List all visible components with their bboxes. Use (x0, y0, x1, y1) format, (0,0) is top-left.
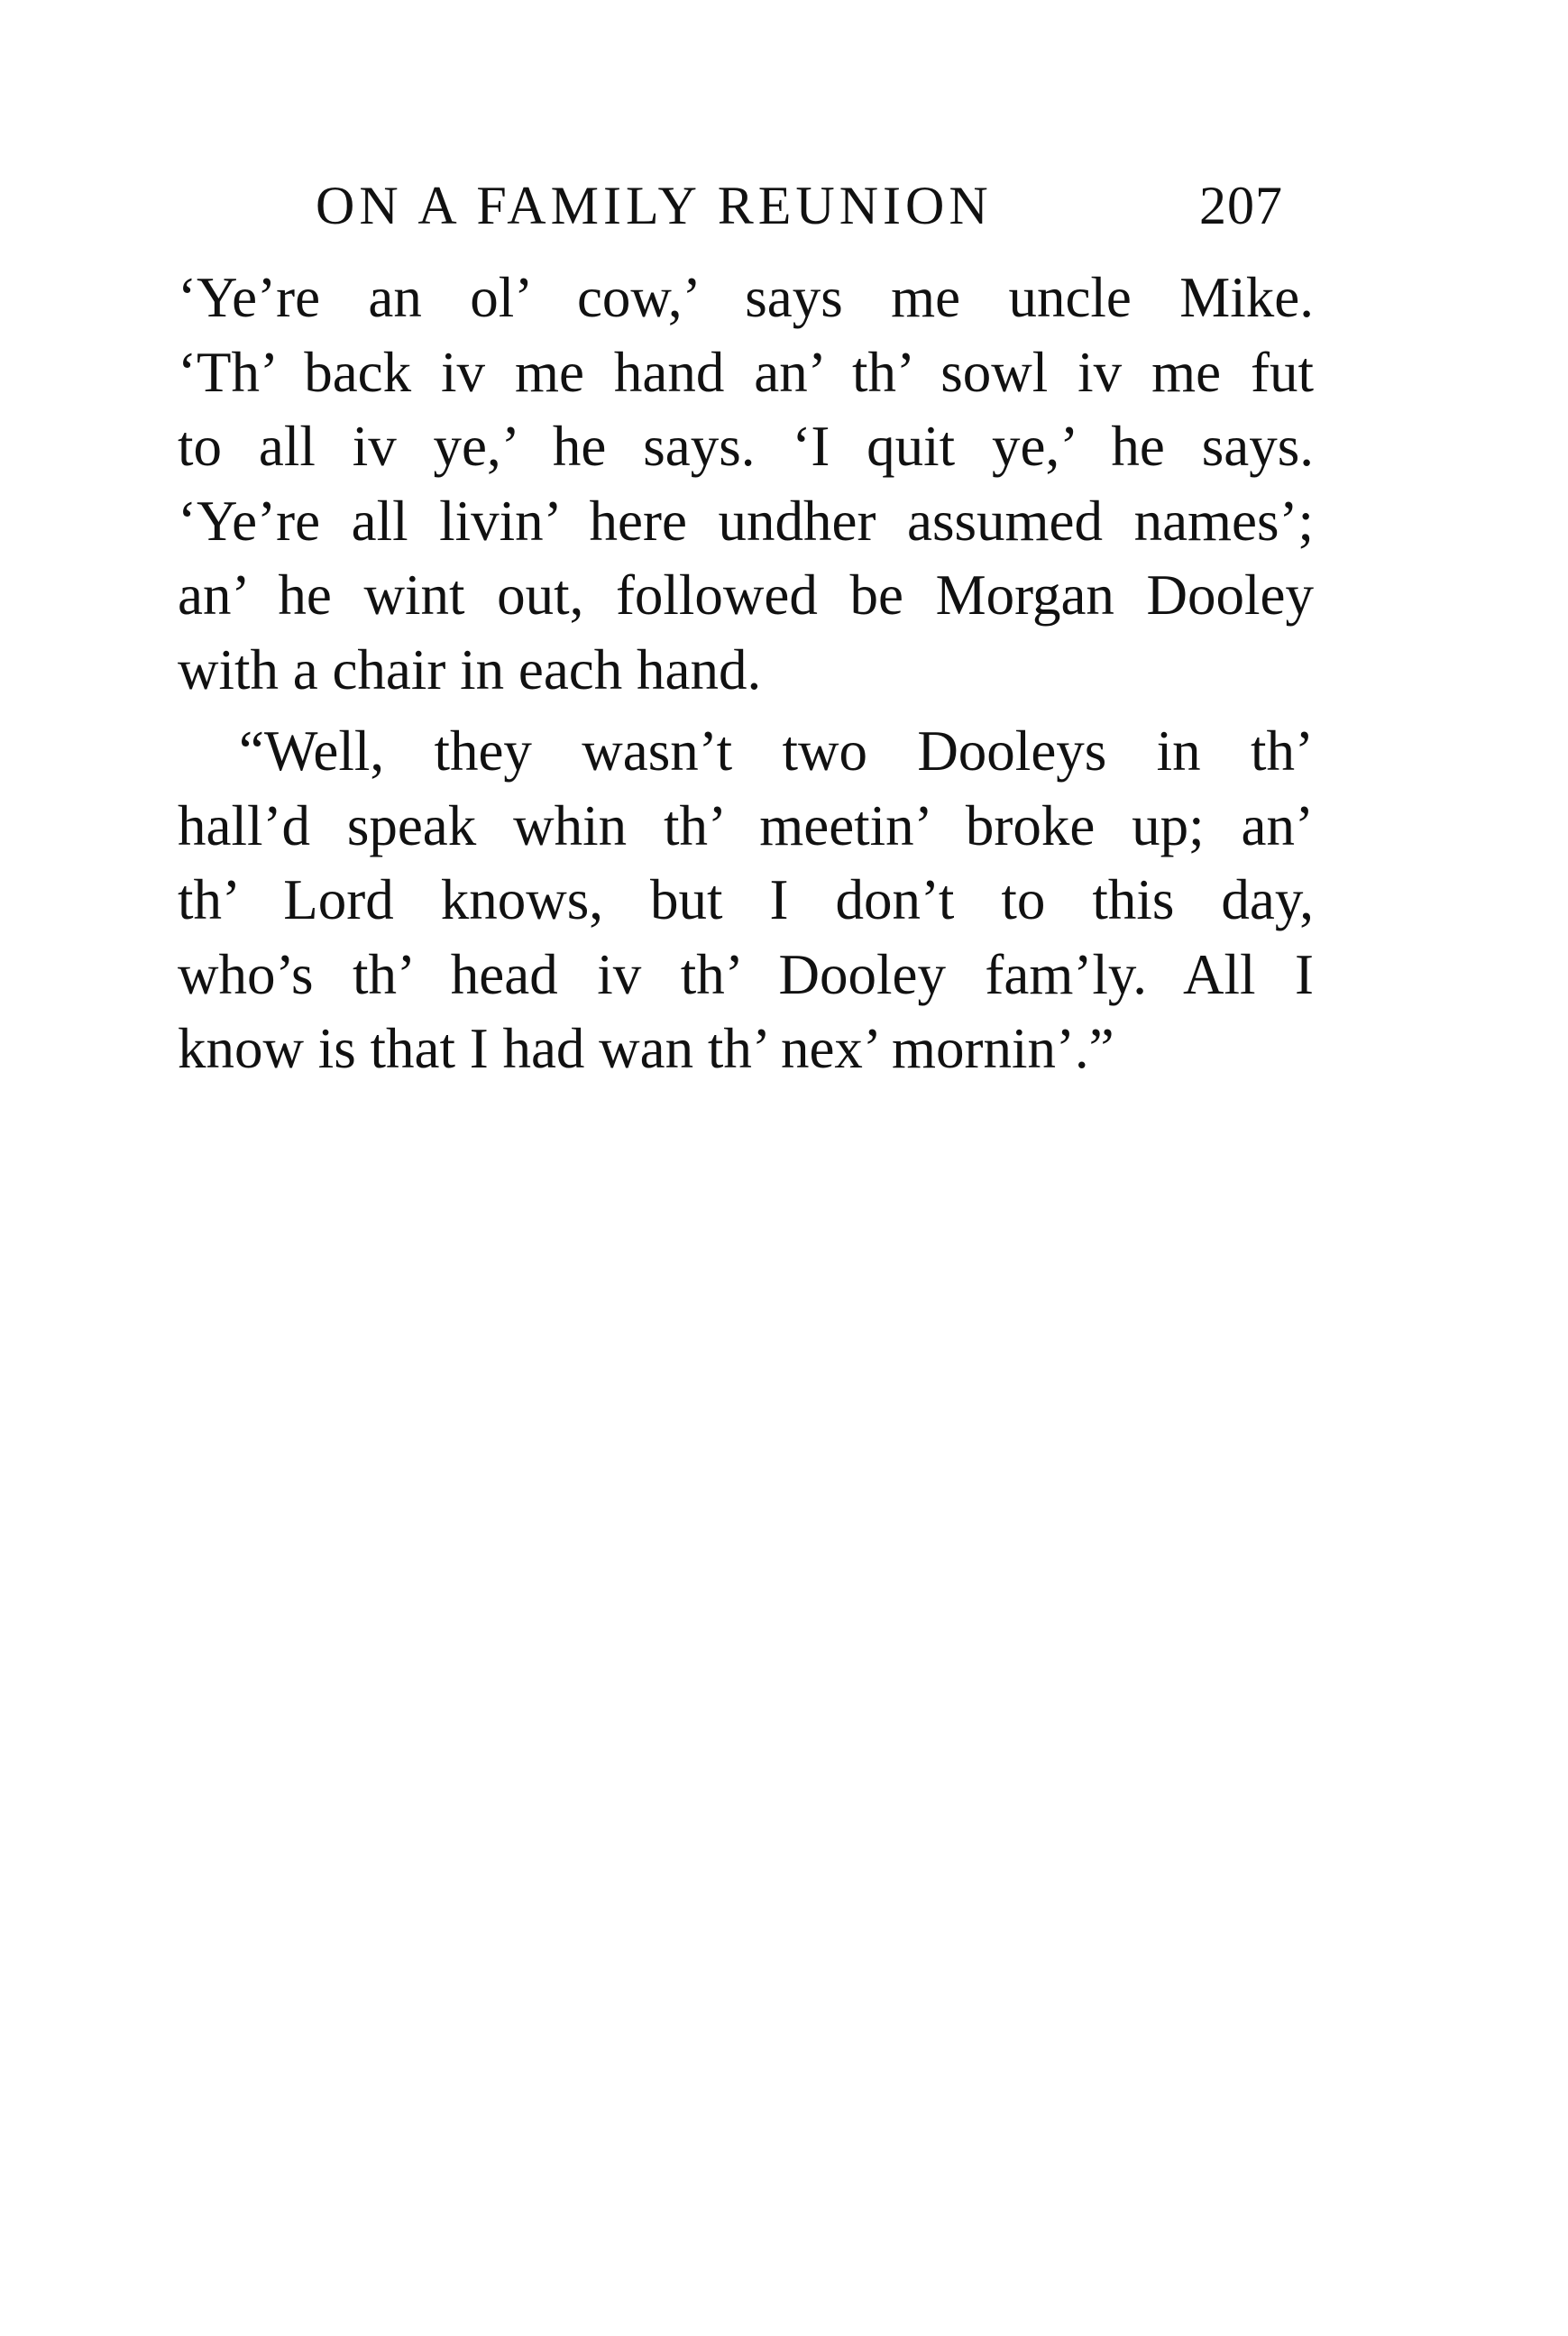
text-line: hall’d speak whin th’ meetin’ broke up; an’ (178, 793, 1314, 857)
text-line: ‘Ye’re an ol’ cow,’ says me uncle Mike. (178, 266, 1314, 329)
page-number: 207 (1199, 176, 1283, 235)
running-head (316, 169, 1307, 242)
text-line: know is that I had wan th’ nex’ mornin’.” (178, 1017, 1114, 1080)
text-line: ‘Ye’re all livin’ here undher assumed names’; (178, 489, 1314, 553)
text-line: ‘Th’ back iv me hand an’ th’ sowl iv me fut (178, 340, 1314, 404)
text-line: “Well, they wasn’t two Dooleys in th’ (239, 719, 1314, 783)
paragraph (178, 714, 1314, 1086)
chapter-title: ON A FAMILY REUNION (316, 176, 993, 235)
text-line: an’ he wint out, followed be Morgan Dooley (178, 563, 1314, 627)
text-line: th’ Lord knows, but I don’t to this day, (178, 868, 1314, 931)
paragraph (178, 261, 1314, 707)
text-line: with a chair in each hand. (178, 637, 762, 701)
text-line: who’s th’ head iv th’ Dooley fam’ly. All I (178, 942, 1314, 1006)
text-line: to all iv ye,’ he says. ‘I quit ye,’ he says. (178, 415, 1314, 478)
paragraph-gap (178, 707, 1314, 714)
body-text (178, 261, 1314, 1086)
